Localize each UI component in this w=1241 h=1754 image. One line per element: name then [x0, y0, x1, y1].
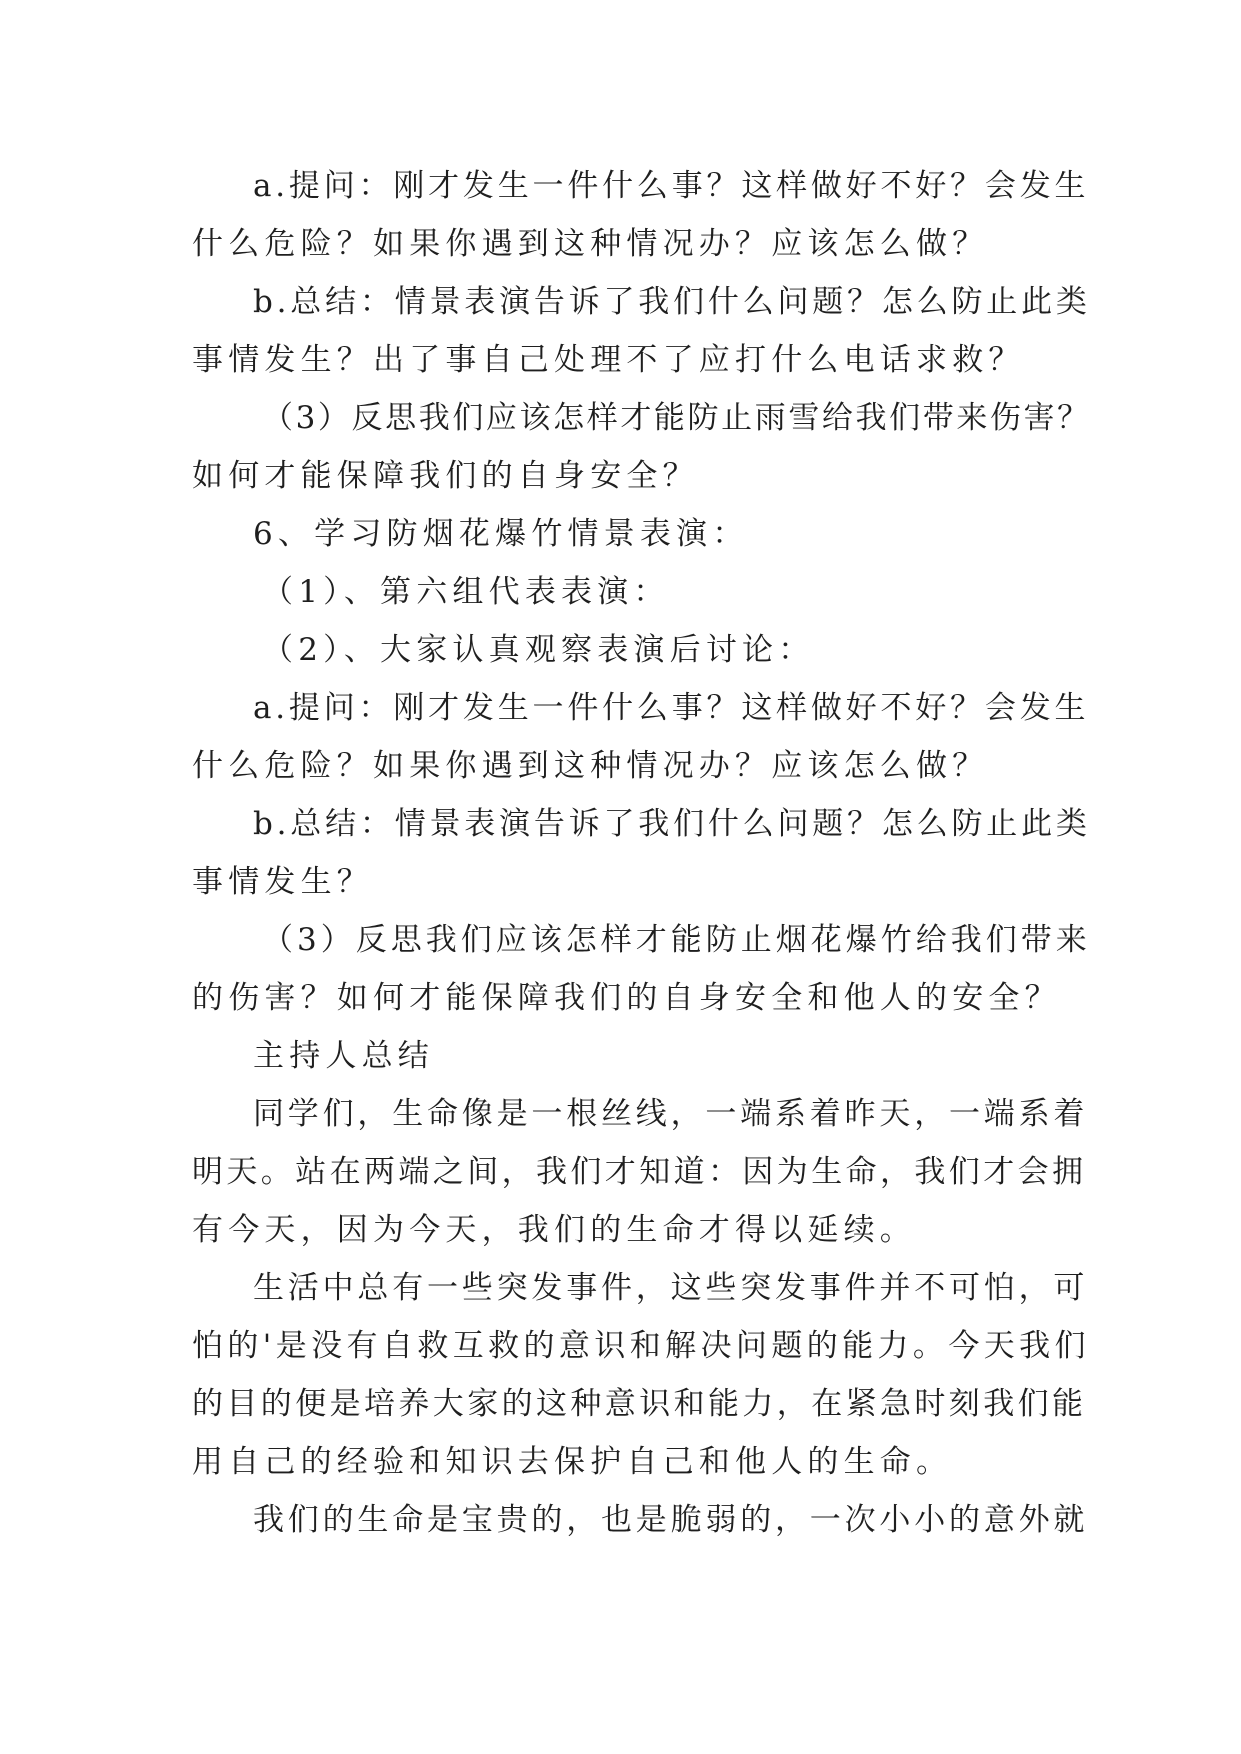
text-line: 同学们，生命像是一根丝线，一端系着昨天，一端系着 — [253, 1096, 1089, 1132]
text-line: b.总结：情景表演告诉了我们什么问题？怎么防止此类 — [253, 806, 1091, 842]
text-line: 生活中总有一些突发事件，这些突发事件并不可怕，可 — [253, 1270, 1089, 1306]
text-line: 什么危险？如果你遇到这种情况办？应该怎么做？ — [192, 226, 989, 262]
text-line: 有今天，因为今天，我们的生命才得以延续。 — [192, 1212, 916, 1248]
text-line: （3）反思我们应该怎样才能防止烟花爆竹给我们带来 — [262, 922, 1091, 958]
text-line: 明天。站在两端之间，我们才知道：因为生命，我们才会拥 — [192, 1154, 1087, 1190]
text-line: 6、学习防烟花爆竹情景表演： — [253, 516, 749, 552]
text-line: 事情发生？ — [192, 864, 373, 900]
text-line: 的伤害？如何才能保障我们的自身安全和他人的安全？ — [192, 980, 1061, 1016]
section-heading: 主持人总结 — [253, 1038, 434, 1074]
text-line: 用自己的经验和知识去保护自己和他人的生命。 — [192, 1444, 953, 1480]
text-line: b.总结：情景表演告诉了我们什么问题？怎么防止此类 — [253, 284, 1091, 320]
text-line: 怕的'是没有自救互救的意识和解决问题的能力。今天我们 — [192, 1328, 1090, 1364]
text-line: 的目的便是培养大家的这种意识和能力，在紧急时刻我们能 — [192, 1386, 1087, 1422]
text-line: 事情发生？出了事自己处理不了应打什么电话求救？ — [192, 342, 1025, 378]
text-line: 我们的生命是宝贵的，也是脆弱的，一次小小的意外就 — [253, 1502, 1089, 1538]
text-line: a.提问：刚才发生一件什么事？这样做好不好？会发生 — [253, 168, 1090, 204]
text-line: a.提问：刚才发生一件什么事？这样做好不好？会发生 — [253, 690, 1090, 726]
text-line: （2）、大家认真观察表演后讨论： — [262, 632, 815, 668]
text-line: 如何才能保障我们的自身安全？ — [192, 458, 699, 494]
text-line: （3）反思我们应该怎样才能防止雨雪给我们带来伤害？ — [262, 400, 1091, 436]
text-line: （1）、第六组代表表演： — [262, 574, 670, 610]
text-line: 什么危险？如果你遇到这种情况办？应该怎么做？ — [192, 748, 989, 784]
